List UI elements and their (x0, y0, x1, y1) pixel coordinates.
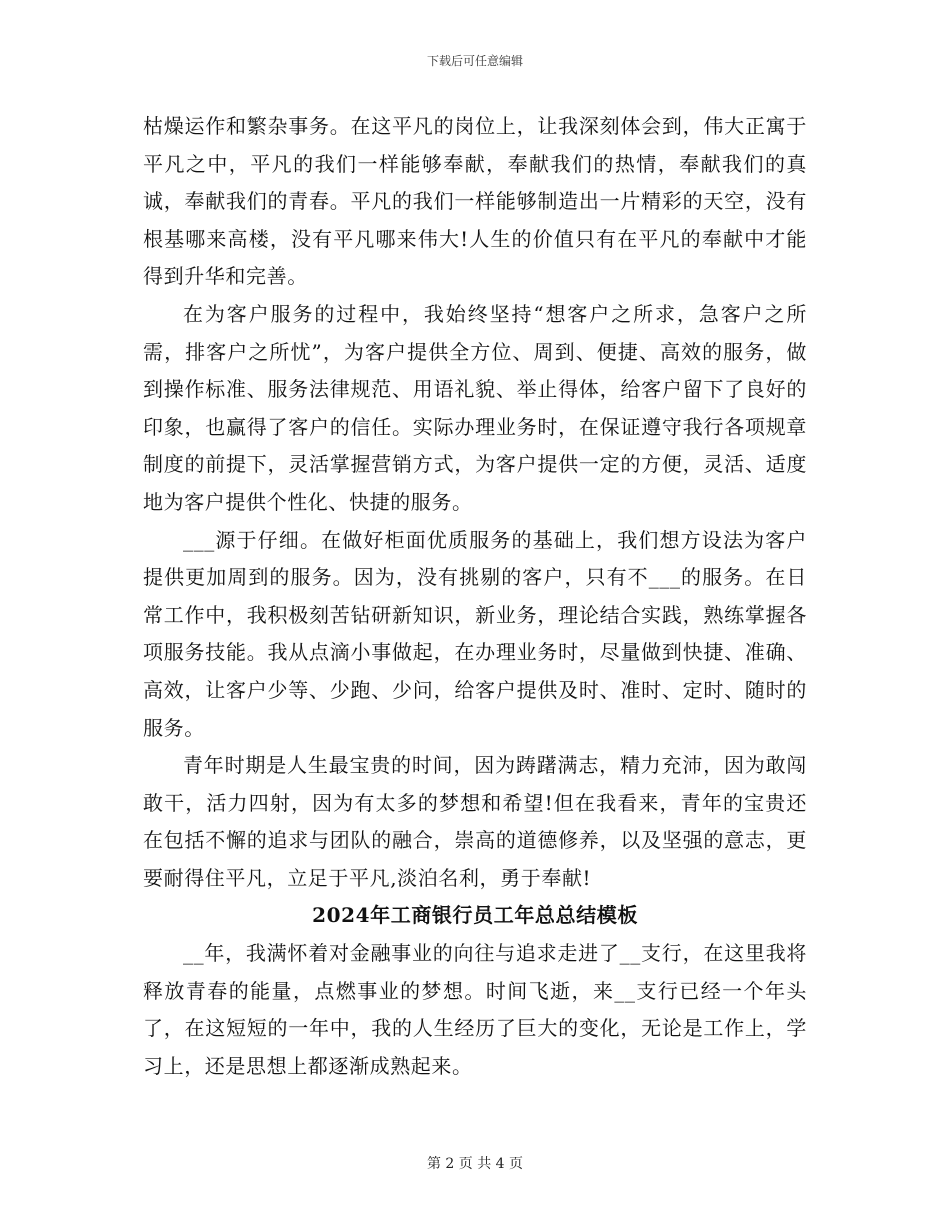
paragraph-section-intro: __年，我满怀着对金融事业的向往与追求走进了__支行，在这里我将释放青春的能量，点燃事业的梦想。时间飞逝，来__支行已经一个年头了，在这短短的一年中，我的人生经历了巨大的变化，无论是工作上，学习上，还是思想上都逐渐成熟起来。 (143, 941, 807, 1078)
paragraph-attention-to-detail: ___源于仔细。在做好柜面优质服务的基础上，我们想方设法为客户提供更加周到的服务。因为，没有挑剔的客户，只有不___的服务。在日常工作中，我积极刻苦钻研新知识，新业务，理论结合实践，熟练掌握各项服务技能。我从点滴小事做起，在办理业务时，尽量做到快捷、准确、高效，让客户少等、少跑、少问，给客户提供及时、准时、定时、随时的服务。 (143, 527, 807, 740)
paragraph-customer-service: 在为客户服务的过程中，我始终坚持“想客户之所求，急客户之所需，排客户之所忧”，为客户提供全方位、周到、便捷、高效的服务，做到操作标准、服务法律规范、用语礼貌、举止得体，给客户留下了良好的印象，也赢得了客户的信任。实际办理业务时，在保证遵守我行各项规章制度的前提下，灵活掌握营销方式，为客户提供一定的方便，灵活、适度地为客户提供个性化、快捷的服务。 (143, 301, 807, 514)
page-number: 第 2 页 共 4 页 (426, 1156, 524, 1172)
section-title: 2024年工商银行员工年总总结模板 (312, 903, 638, 928)
page-header: 下载后可任意编辑 (426, 54, 523, 68)
document-body (143, 108, 807, 1085)
paragraph-youth: 青年时期是人生最宝贵的时间，因为踌躇满志，精力充沛，因为敢闯敢干，活力四射，因为有太多的梦想和希望!但在我看来，青年的宝贵还在包括不懈的追求与团队的融合，崇高的道德修养，以及坚强的意志，更要耐得住平凡，立足于平凡,淡泊名利，勇于奉献! (143, 753, 807, 890)
paragraph-continued: 枯燥运作和繁杂事务。在这平凡的岗位上，让我深刻体会到，伟大正寓于平凡之中，平凡的我们一样能够奉献，奉献我们的热情，奉献我们的真诚，奉献我们的青春。平凡的我们一样能够制造出一片精彩的天空，没有根基哪来高楼，没有平凡哪来伟大!人生的价值只有在平凡的奉献中才能得到升华和完善。 (143, 114, 807, 289)
